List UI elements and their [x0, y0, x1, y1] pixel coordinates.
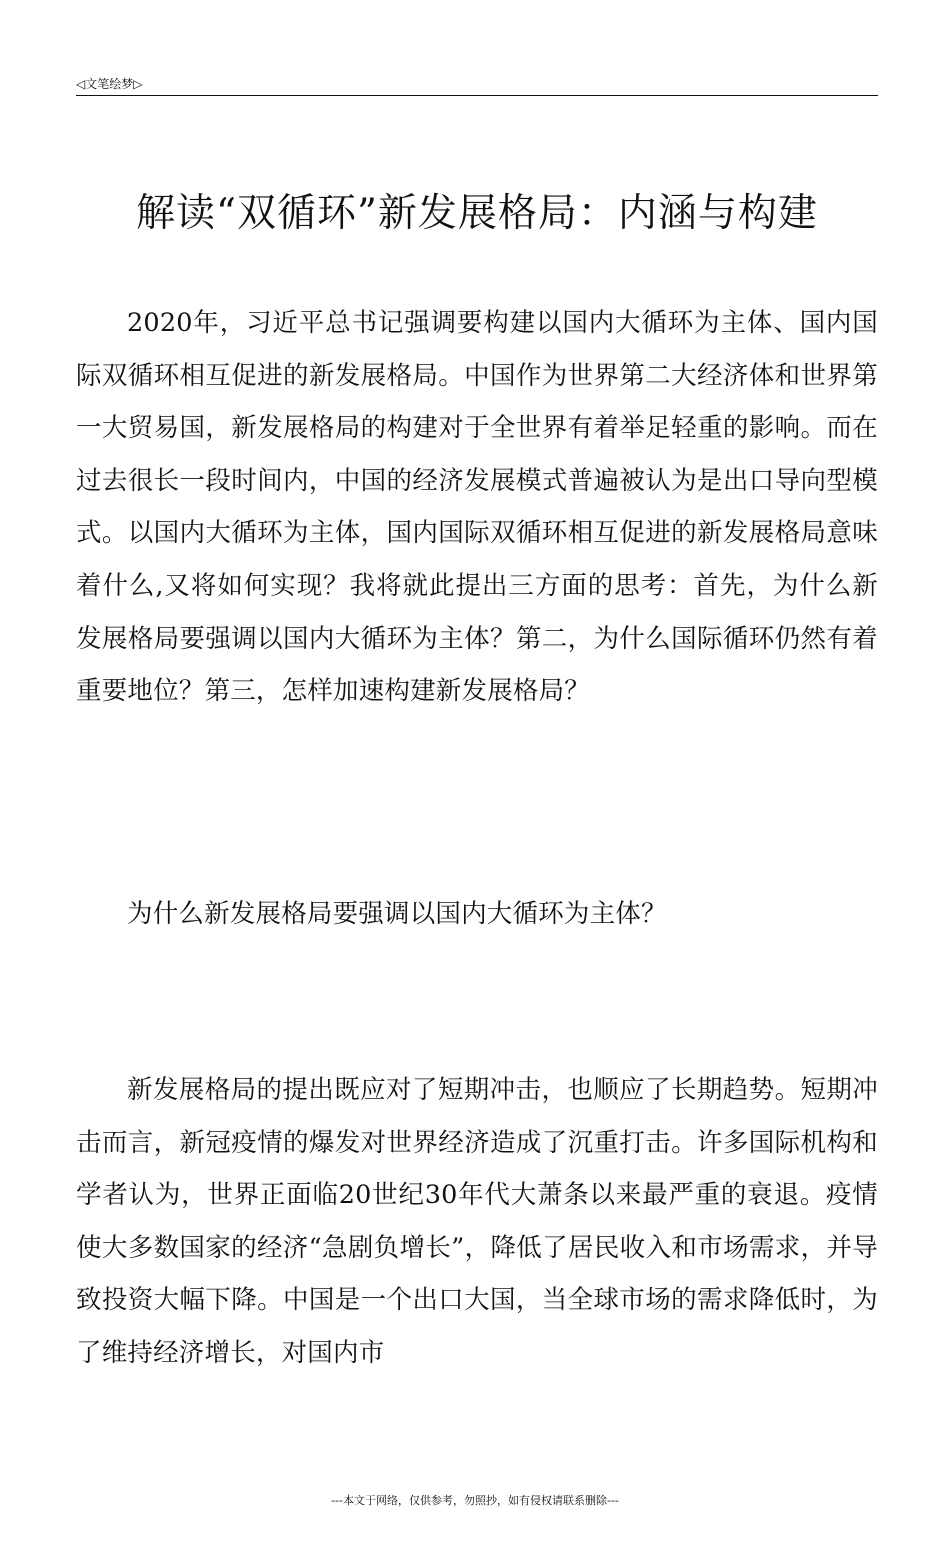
intro-paragraph: 2020年，习近平总书记强调要构建以国内大循环为主体、国内国际双循环相互促进的新发展格局。中国作为世界第二大经济体和世界第一大贸易国，新发展格局的构建对于全世界有着举足轻重的影响。而在过去很长一段时间内，中国的经济发展模式普遍被认为是出口导向型模式。以国内大循环为主体，国内国际双循环相互促进的新发展格局意味着什么,又将如何实现？我将就此提出三方面的思考：首先，为什么新发展格局要强调以国内大循环为主体？第二，为什么国际循环仍然有着重要地位？第三，怎样加速构建新发展格局？ — [76, 308, 878, 707]
header-divider — [76, 95, 878, 96]
page-footer-disclaimer: ---本文于网络，仅供参考，勿照抄，如有侵权请联系删除--- — [331, 1494, 619, 1507]
page-header: ◁文笔绘梦▷ — [76, 77, 143, 91]
document-title: 解读“双循环”新发展格局：内涵与构建 — [136, 191, 818, 236]
body-paragraph: 新发展格局的提出既应对了短期冲击，也顺应了长期趋势。短期冲击而言，新冠疫情的爆发对世界经济造成了沉重打击。许多国际机构和学者认为，世界正面临20世纪30年代大萧条以来最严重的衰退。疫情使大多数国家的经济“急剧负增长”，降低了居民收入和市场需求，并导致投资大幅下降。中国是一个出口大国，当全球市场的需求降低时，为了维持经济增长，对国内市 — [76, 1075, 878, 1368]
section-heading: 为什么新发展格局要强调以国内大循环为主体？ — [127, 899, 667, 929]
